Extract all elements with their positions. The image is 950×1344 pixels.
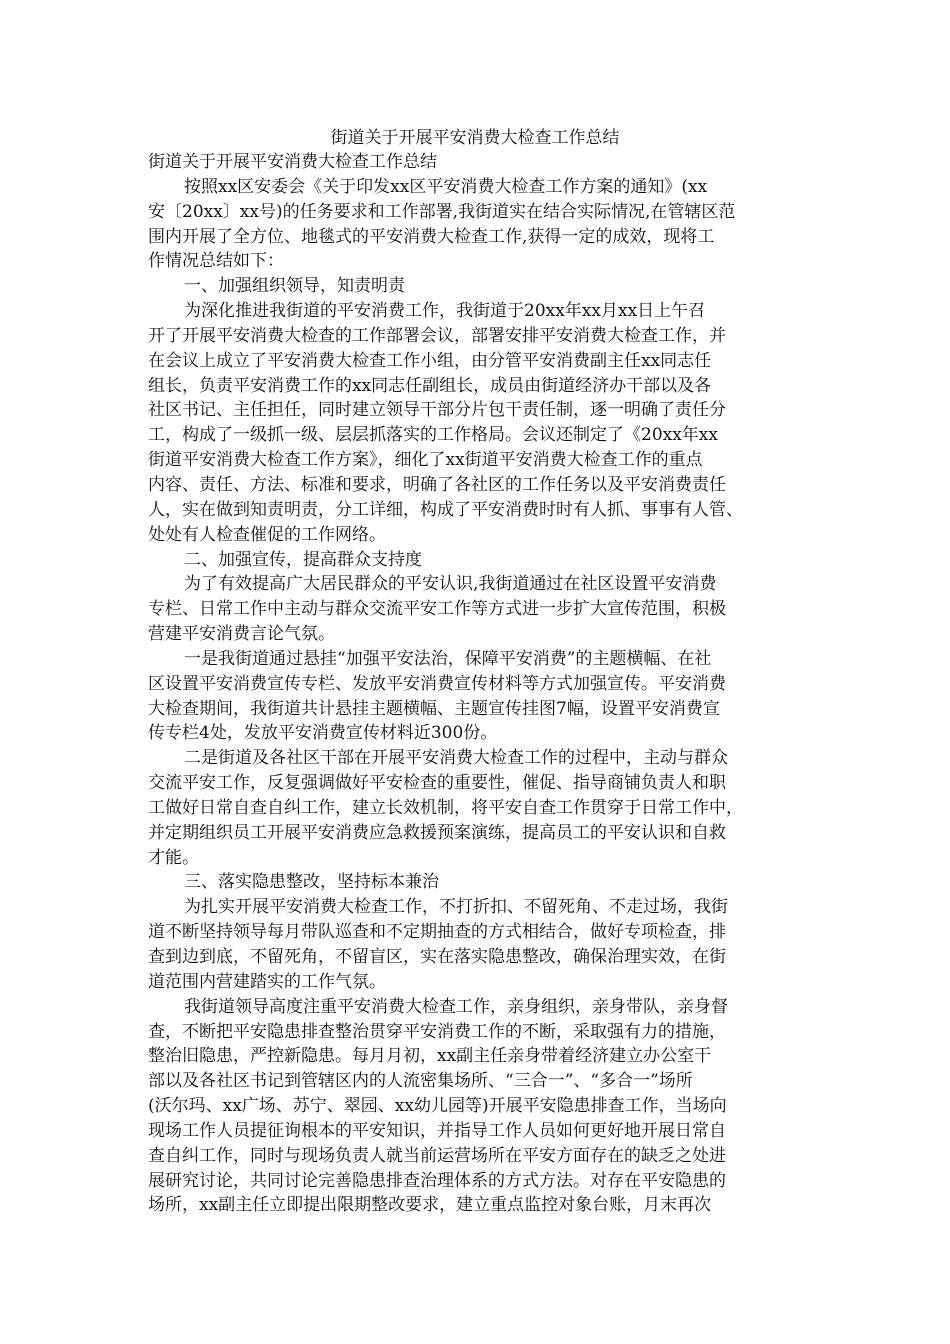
- body-line: 二、加强宣传，提高群众支持度: [184, 549, 422, 570]
- body-line: 开了开展平安消费大检查的工作部署会议，部署安排平安消费大检查工作，并: [148, 325, 726, 346]
- body-line: 道范围内营建踏实的工作气氛。: [148, 971, 386, 992]
- body-line: 三、落实隐患整改，坚持标本兼治: [184, 872, 439, 893]
- body-line: 安〔20xx〕xx号)的任务要求和工作部署,我街道实在结合实际情况,在管辖区范: [148, 201, 736, 222]
- body-line: 专栏、日常工作中主动与群众交流平安工作等方式进一步扩大宣传范围，积极: [148, 599, 726, 620]
- body-line: 并定期组织员工开展平安消费应急救援预案演练，提高员工的平安认识和自救: [148, 822, 726, 843]
- body-line: 街道关于开展平安消费大检查工作总结: [148, 152, 437, 172]
- body-line: 查自纠工作，同时与现场负责人就当前运营场所在平安方面存在的缺乏之处进: [148, 1145, 726, 1166]
- document-body: [148, 150, 816, 1218]
- body-line: 按照xx区安委会《关于印发xx区平安消费大检查工作方案的通知》(xx: [184, 176, 708, 197]
- body-line: 整治旧隐患，严控新隐患。每月月初，xx副主任亲身带着经济建立办公室干: [148, 1046, 712, 1067]
- body-line: 内容、责任、方法、标准和要求，明确了各社区的工作任务以及平安消费责任: [148, 474, 726, 495]
- body-line: 传专栏4处，发放平安消费宣传材料近300份。: [148, 723, 498, 744]
- body-line: 交流平安工作，反复强调做好平安检查的重要性，催促、指导商铺负责人和职: [148, 773, 726, 794]
- body-line: 为扎实开展平安消费大检查工作，不打折扣、不留死角、不走过场，我街: [184, 897, 728, 918]
- body-line: 为深化推进我街道的平安消费工作，我街道于20xx年xx月xx日上午召: [184, 301, 706, 322]
- body-line: 现场工作人员提征询根本的平安知识，并指导工作人员如何更好地开展日常自: [148, 1120, 726, 1141]
- body-line: 围内开展了全方位、地毯式的平安消费大检查工作,获得一定的成效，现将工: [148, 226, 715, 247]
- body-line: 处处有人检查催促的工作网络。: [148, 524, 386, 545]
- body-line: 作情况总结如下：: [148, 251, 284, 272]
- body-line: 人，实在做到知责明责，分工详细，构成了平安消费时时有人抓、事事有人管、: [148, 499, 743, 520]
- body-line: 区设置平安消费宣传专栏、发放平安消费宣传材料等方式加强宣传。平安消费: [148, 673, 726, 694]
- body-line: 一是我街道通过悬挂“加强平安法治，保障平安消费”的主题横幅、在社: [184, 648, 712, 669]
- body-line: 在会议上成立了平安消费大检查工作小组，由分管平安消费副主任xx同志任: [148, 350, 712, 371]
- body-line: 查到边到底，不留死角，不留盲区，实在落实隐患整改，确保治理实效，在街: [148, 947, 726, 967]
- body-line: 营建平安消费言论气氛。: [148, 624, 335, 645]
- body-line: 大检查期间，我街道共计悬挂主题横幅、主题宣传挂图7幅，设置平安消费宣: [148, 698, 720, 719]
- document-title: 街道关于开展平安消费大检查工作总结: [330, 128, 620, 148]
- body-line: 工，构成了一级抓一级、层层抓落实的工作格局。会议还制定了《20xx年xx: [148, 425, 718, 446]
- body-line: 部以及各社区书记到管辖区内的人流密集场所、“三合一”、“多合一”场所: [148, 1071, 693, 1092]
- body-line: 展研究讨论，共同讨论完善隐患排查治理体系的方式方法。对存在平安隐患的: [148, 1170, 726, 1191]
- body-line: 查，不断把平安隐患排查整治贯穿平安消费工作的不断，采取强有力的措施，: [148, 1021, 726, 1042]
- body-line: 道不断坚持领导每月带队巡查和不定期抽查的方式相结合，做好专项检查，排: [148, 922, 726, 943]
- body-line: 我街道领导高度注重平安消费大检查工作，亲身组织，亲身带队，亲身督: [184, 996, 728, 1017]
- body-line: 工做好日常自查自纠工作，建立长效机制，将平安自查工作贯穿于日常工作中，: [148, 797, 743, 818]
- body-line: (沃尔玛、xx广场、苏宁、翠园、xx幼儿园等)开展平安隐患排查工作，当场向: [148, 1096, 727, 1117]
- body-line: 场所，xx副主任立即提出限期整改要求，建立重点监控对象台账，月末再次: [148, 1195, 712, 1216]
- body-line: 二是街道及各社区干部在开展平安消费大检查工作的过程中，主动与群众: [184, 748, 728, 769]
- body-line: 一、加强组织领导，知责明责: [184, 276, 405, 297]
- body-line: 街道平安消费大检查工作方案》，细化了xx街道平安消费大检查工作的重点: [148, 450, 703, 471]
- body-line: 组长，负责平安消费工作的xx同志任副组长，成员由街道经济办干部以及各: [148, 375, 712, 396]
- body-line: 为了有效提高广大居民群众的平安认识,我街道通过在社区设置平安消费: [184, 574, 717, 595]
- body-line: 社区书记、主任担任，同时建立领导干部分片包干责任制，逐一明确了责任分: [148, 400, 726, 421]
- body-line: 才能。: [148, 847, 199, 868]
